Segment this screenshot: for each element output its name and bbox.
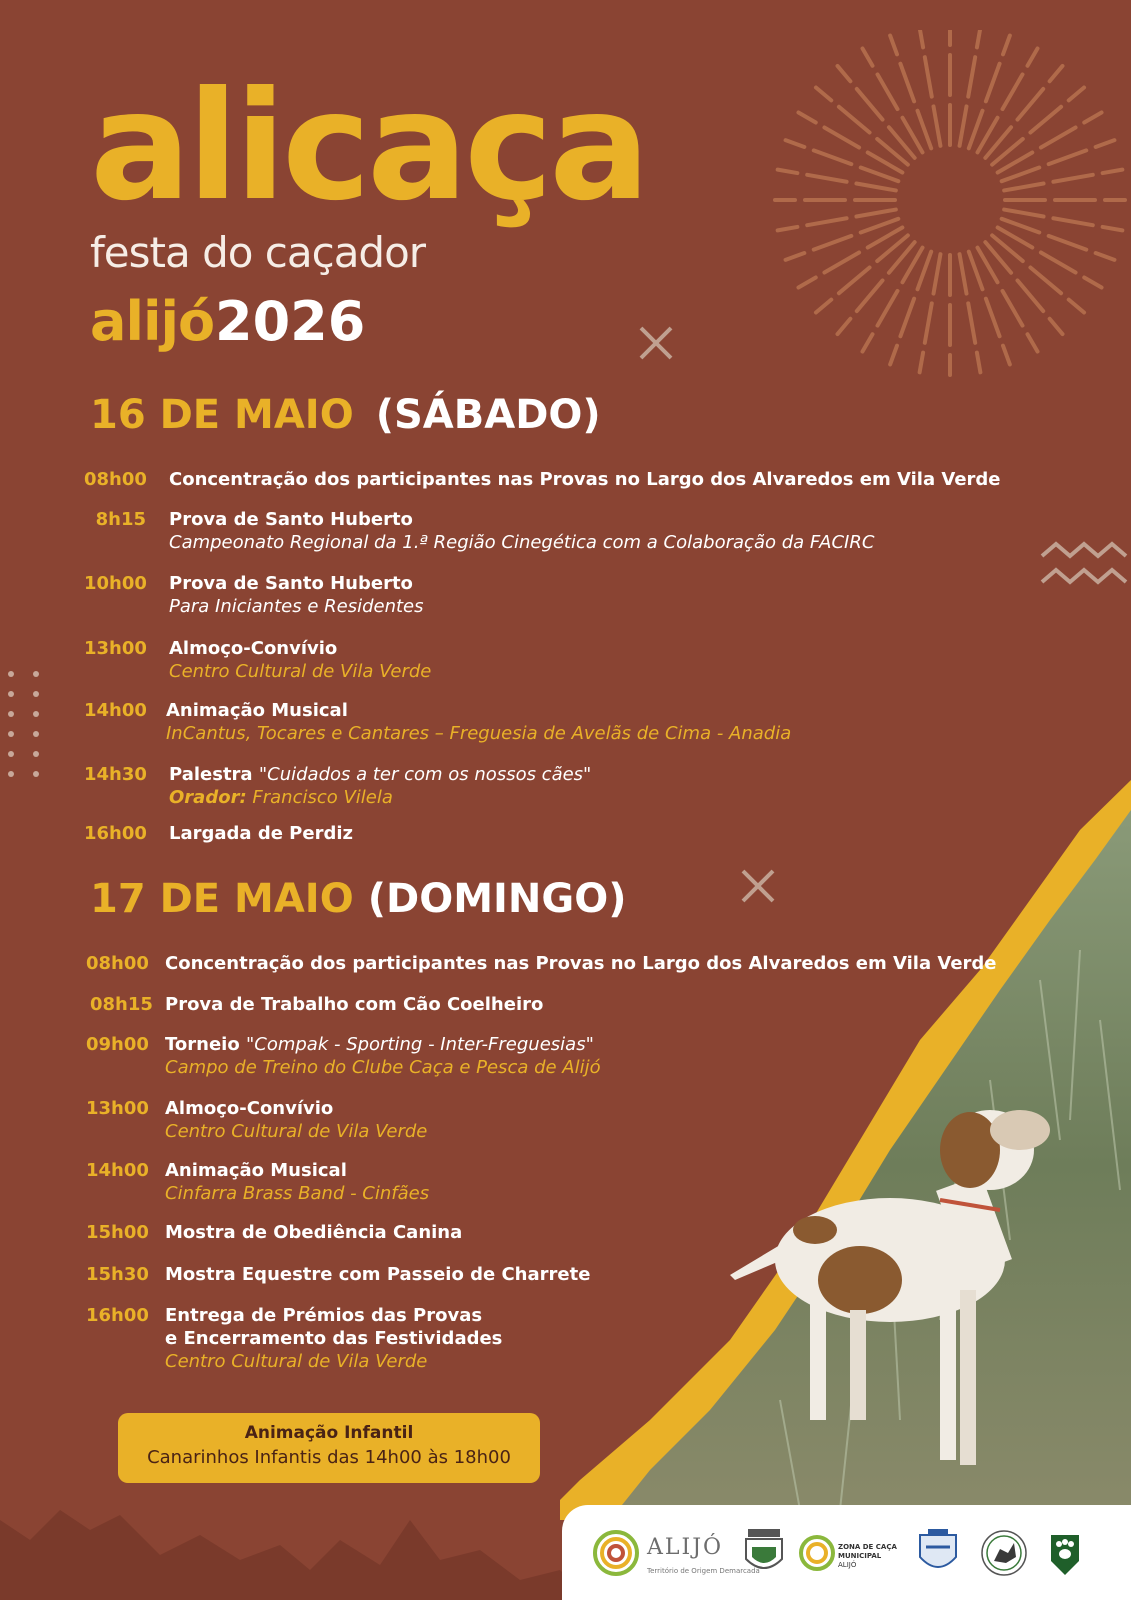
alijo-spiral-logo — [592, 1527, 640, 1579]
day1-event-time: 13h00 — [84, 638, 147, 659]
festival-title: alicaça — [90, 60, 647, 234]
day2-event-title: Mostra de Obediência Canina — [165, 1222, 463, 1243]
zona-caca-line1: ZONA DE CAÇA — [838, 1543, 897, 1551]
day2-event-detail: Centro Cultural de Vila Verde — [165, 1121, 428, 1142]
sunburst-ray — [992, 235, 1084, 312]
day1-event-title: Prova de Santo Huberto — [169, 509, 413, 530]
day2-event-title — [165, 1034, 594, 1055]
day2-event-title-line2: e Encerramento das Festividades — [165, 1328, 503, 1349]
dog-photo — [560, 720, 1131, 1520]
day2-event-title: Entrega de Prémios das Provas — [165, 1305, 483, 1326]
zona-caca-line2: MUNICIPAL — [838, 1552, 882, 1560]
day2-date: 17 DE MAIO — [90, 876, 354, 922]
day1-event-title-extra: "Cuidados a ter com os nossos cães" — [258, 764, 592, 785]
day2-heading — [90, 876, 626, 922]
day2-event-time: 09h00 — [86, 1034, 149, 1055]
day1-event-time: 10h00 — [84, 573, 147, 594]
day1-event-time: 8h15 — [95, 509, 146, 530]
x-mark-decoration — [638, 325, 674, 361]
sunburst-ray — [985, 66, 1062, 158]
kids-activity-title: Animação Infantil — [244, 1423, 414, 1443]
zigzag-decoration — [1040, 536, 1131, 596]
festival-year: 2026 — [215, 290, 366, 353]
day1-event-detail: Para Iniciantes e Residentes — [169, 596, 424, 617]
day1-event-time: 16h00 — [84, 823, 147, 844]
day2-event-title-extra: "Compak - Sporting - Inter-Freguesias" — [245, 1034, 594, 1055]
day1-event-detail — [169, 787, 393, 808]
kids-activity-text: Canarinhos Infantis das 14h00 às 18h00 — [147, 1447, 511, 1468]
paw-shield-logo — [1049, 1527, 1081, 1579]
freguesia-crest-logo — [914, 1527, 962, 1579]
alijo-logo-name: ALIJÓ — [647, 1535, 724, 1560]
sunburst-ray — [838, 242, 915, 334]
festival-place: alijó — [90, 290, 215, 353]
day2-event-title: Concentração dos participantes nas Provas no Largo dos Alvaredos em Vila Verde — [165, 953, 997, 974]
zona-caca-line3: ALIJÓ — [838, 1561, 857, 1569]
day2-event-title: Mostra Equestre com Passeio de Charrete — [165, 1264, 591, 1285]
day2-event-detail: Cinfarra Brass Band - Cinfães — [165, 1183, 430, 1204]
day1-event-time: 14h30 — [84, 764, 147, 785]
day1-event-detail: Centro Cultural de Vila Verde — [169, 661, 432, 682]
day1-date: 16 DE MAIO — [90, 392, 354, 438]
sunburst-ray — [985, 242, 1062, 334]
day2-event-time: 14h00 — [86, 1160, 149, 1181]
mountains-decoration — [0, 1500, 580, 1600]
day2-event-time: 16h00 — [86, 1305, 149, 1326]
day2-event-time: 08h15 — [90, 994, 153, 1015]
day1-event-title: Concentração dos participantes nas Provas no Largo dos Alvaredos em Vila Verde — [169, 469, 1001, 490]
sponsor-logo-bar — [562, 1505, 1131, 1600]
day2-event-time: 13h00 — [86, 1098, 149, 1119]
sunburst-ray — [838, 66, 915, 158]
kids-activity-box — [118, 1413, 540, 1483]
day1-event-title: Prova de Santo Huberto — [169, 573, 413, 594]
day2-event-title: Animação Musical — [165, 1160, 347, 1181]
sunburst-ray — [992, 88, 1084, 165]
zona-caca-logo — [797, 1527, 837, 1579]
day1-event-detail: Campeonato Regional da 1.ª Região Cinegética com a Colaboração da FACIRC — [169, 532, 875, 553]
day2-weekday: (DOMINGO) — [367, 876, 627, 922]
day2-event-title-main: Torneio — [165, 1034, 240, 1055]
day1-event-title: Almoço-Convívio — [169, 638, 338, 659]
day1-event-time: 14h00 — [84, 700, 147, 721]
day1-event-detail-value: Francisco Vilela — [252, 787, 393, 808]
day1-event-title-main: Palestra — [169, 764, 253, 785]
dots-decoration — [0, 664, 50, 784]
day1-weekday: (SÁBADO) — [375, 392, 601, 438]
day1-event-title: Animação Musical — [166, 700, 348, 721]
day2-event-time: 15h00 — [86, 1222, 149, 1243]
alijo-logo-tagline: Território de Origem Demarcada — [647, 1567, 760, 1575]
day2-event-time: 15h30 — [86, 1264, 149, 1285]
festival-subtitle: festa do caçador — [90, 228, 426, 277]
municipal-crest-logo — [742, 1527, 786, 1579]
day1-event-detail: InCantus, Tocares e Cantares – Freguesia de Avelãs de Cima - Anadia — [166, 723, 792, 744]
sunburst-ray — [816, 88, 908, 165]
day2-event-time: 08h00 — [86, 953, 149, 974]
day2-event-detail: Campo de Treino do Clube Caça e Pesca de Alijó — [165, 1057, 601, 1078]
day2-event-title: Almoço-Convívio — [165, 1098, 334, 1119]
day2-event-title: Prova de Trabalho com Cão Coelheiro — [165, 994, 544, 1015]
day1-event-detail-label: Orador: — [169, 787, 247, 808]
day2-event-detail: Centro Cultural de Vila Verde — [165, 1351, 428, 1372]
day1-event-title — [169, 764, 591, 785]
day1-heading — [90, 392, 601, 438]
sunburst-decoration — [760, 30, 1131, 390]
hunting-club-logo — [980, 1527, 1028, 1579]
sunburst-ray — [816, 235, 908, 312]
day1-event-time: 08h00 — [84, 469, 147, 490]
day1-event-title: Largada de Perdiz — [169, 823, 353, 844]
